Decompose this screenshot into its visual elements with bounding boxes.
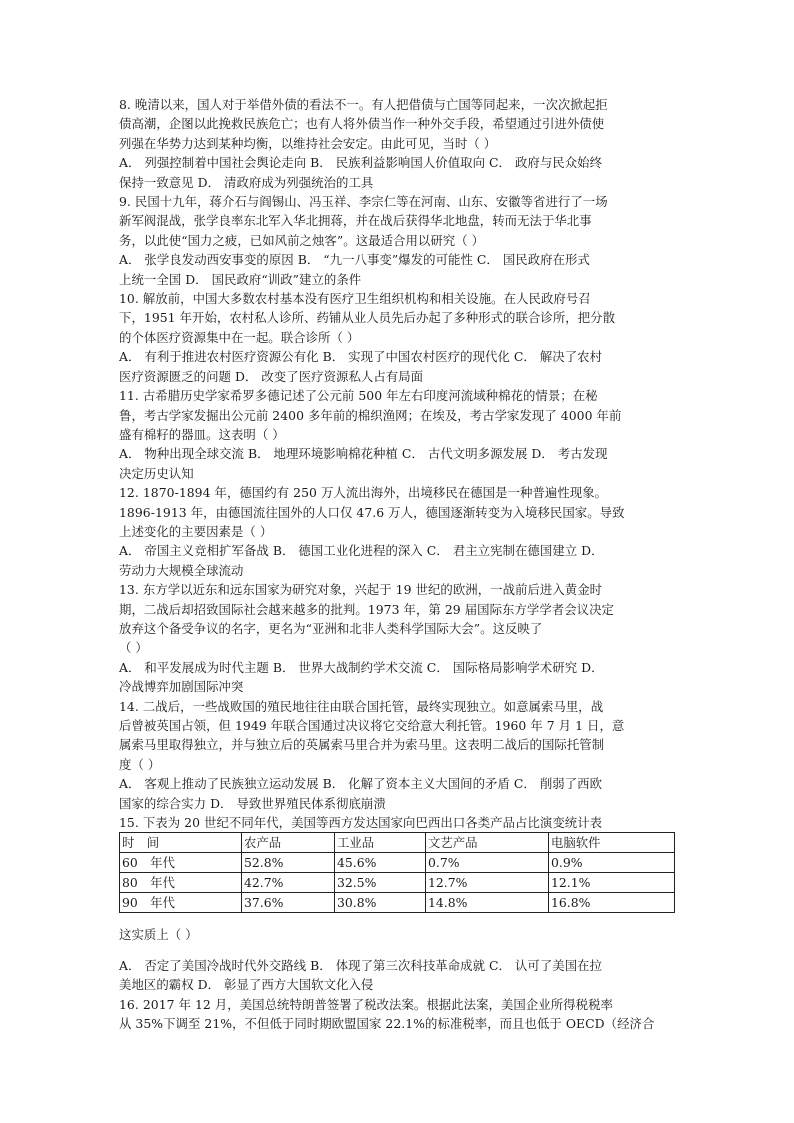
question-line: 期，二战后却招致国际社会越来越多的批判。1973 年，第 29 届国际东方学学者会议决定: [119, 601, 614, 617]
question-15: [119, 813, 675, 995]
options-line: 上统一全国 D． 国民政府“训政”建立的条件: [119, 271, 362, 287]
table-row: [120, 853, 675, 873]
options-line: 医疗资源匮乏的问题 D． 改变了医疗资源私人占有局面: [119, 368, 424, 384]
options-line: A． 和平发展成为时代主题 B． 世界大战制约学术交流 C． 国际格局影响学术研究 D．: [119, 659, 604, 675]
spacer: [119, 945, 675, 956]
table-cell: 0.7%: [426, 853, 549, 873]
table-header-cell: 农产品: [242, 833, 335, 853]
options-line: 保持一致意见 D． 清政府成为列强统治的工具: [119, 174, 374, 190]
question-9: [119, 192, 675, 289]
question-stem: 这实质上（ ）: [119, 927, 198, 943]
table-cell: 0.9%: [549, 853, 675, 873]
table-cell: 16.8%: [549, 893, 675, 913]
options-line: A． 张学良发动西安事变的原因 B． “九一八事变”爆发的可能性 C． 国民政府在形式: [119, 252, 590, 268]
table-row: [120, 873, 675, 893]
question-line: 14. 二战后，一些战败国的殖民地往往由联合国托管，最终实现独立。如意属索马里，战: [119, 698, 604, 714]
question-line: 后曾被英国占领，但 1949 年联合国通过决议将它交给意大利托管。1960 年 7 月 1 日，意: [119, 718, 625, 733]
options-line: 决定历史认知: [119, 465, 194, 481]
options-line: A． 物种出现全球交流 B． 地理环境影响棉花种植 C． 古代文明多源发展 D． 考古发现: [119, 446, 608, 462]
question-12: [119, 483, 675, 580]
question-line: 13. 东方学以近东和远东国家为研究对象，兴起于 19 世纪的欧洲，一战前后进入黄金时: [119, 582, 603, 598]
question-line: 16. 2017 年 12 月，美国总统特朗普签署了税改法案。根据此法案，美国企业所得税税率: [119, 996, 613, 1012]
question-line: 上述变化的主要因素是（ ）: [119, 523, 273, 539]
table-cell: 12.7%: [426, 873, 549, 893]
question-line: 11. 古希腊历史学家希罗多德记述了公元前 500 年左右印度河流域种棉花的情景；在秘: [119, 388, 598, 404]
table-header-cell: 工业品: [335, 833, 426, 853]
options-line: 劳动力大规模全球流动: [119, 562, 244, 578]
table-cell: 14.8%: [426, 893, 549, 913]
question-line: 鲁，考古学家发掘出公元前 2400 多年前的棉织渔网；在埃及，考古学家发现了 4000 年前: [119, 407, 622, 423]
table-cell: 12.1%: [549, 873, 675, 893]
question-line: 放弃这个备受争议的名字，更名为“亚洲和北非人类科学国际大会”。这反映了: [119, 620, 543, 636]
question-line: 新军阀混战，张学良率东北军入华北拥蒋，并在战后获得华北地盘，转而无法于华北事: [119, 213, 592, 229]
question-10: [119, 289, 675, 386]
table-cell: 45.6%: [335, 853, 426, 873]
question-line: 属索马里取得独立，并与独立后的英属索马里合并为索马里。这表明二战后的国际托管制: [119, 737, 605, 753]
options-line: A． 否定了美国冷战时代外交路线 B． 体现了第三次科技革命成就 C． 认可了美国在拉: [119, 957, 603, 973]
question-line: 下，1951 年开始，农村私人诊所、药铺从业人员先后办起了多种形式的联合诊所，把分散: [119, 310, 616, 326]
options-line: 冷战博弈加剧国际冲突: [119, 679, 244, 695]
question-line: 列强在华势力达到某种均衡，以维持社会安定。由此可见，当时（ ）: [119, 135, 497, 151]
table-cell: 90 年代: [120, 893, 242, 913]
question-8: [119, 95, 675, 192]
options-line: 国家的综合实力 D． 导致世界殖民体系彻底崩溃: [119, 795, 386, 811]
options-line: A． 列强控制着中国社会舆论走向 B． 民族利益影响国人价值取向 C． 政府与民众始终: [119, 155, 603, 171]
options-line: A． 帝国主义竞相扩军备战 B． 德国工业化进程的深入 C． 君主立宪制在德国建立 D．: [119, 543, 604, 559]
table-header-cell: 文艺产品: [426, 833, 549, 853]
question-line: 8. 晚清以来，国人对于举借外债的看法不一。有人把借债与亡国等同起来，一次次掀起拒: [119, 97, 608, 112]
table-cell: 52.8%: [242, 853, 335, 873]
table-cell: 32.5%: [335, 873, 426, 893]
question-14: [119, 697, 675, 813]
question-line: （ ）: [119, 640, 148, 656]
question-line: 从 35%下调至 21%，不但低于同时期欧盟国家 22.1%的标准税率，而且也低于 OECD（经济合: [119, 1016, 655, 1032]
question-line: 15. 下表为 20 世纪不同年代，美国等西方发达国家向巴西出口各类产品占比演变统计表: [119, 815, 603, 831]
exam-page: [119, 95, 675, 1033]
question-line: 务，以此使“国力之疲，已如风前之烛客”。这最适合用以研究（ ）: [119, 232, 485, 248]
question-line: 债高潮，企图以此挽救民族危亡；也有人将外债当作一种外交手段，希望通过引进外债使: [119, 116, 605, 132]
question-line: 的个体医疗资源集中在一起。联合诊所（ ）: [119, 329, 360, 345]
table-cell: 42.7%: [242, 873, 335, 893]
table-cell: 60 年代: [120, 853, 242, 873]
question-line: 1896-1913 年，由德国流往国外的人口仅 47.6 万人，德国逐渐转变为入境移民国家。导致: [119, 504, 625, 520]
table-header-cell: 电脑软件: [549, 833, 675, 853]
question-13: [119, 580, 675, 696]
options-line: A． 客观上推动了民族独立运动发展 B． 化解了资本主义大国间的矛盾 C． 削弱了西欧: [119, 776, 603, 792]
table-cell: 37.6%: [242, 893, 335, 913]
question-11: [119, 386, 675, 483]
table-header-row: [120, 833, 675, 853]
spacer: [119, 913, 675, 925]
question-line: 10. 解放前，中国大多数农村基本没有医疗卫生组织机构和相关设施。在人民政府号召: [119, 291, 591, 307]
options-line: A． 有利于推进农村医疗资源公有化 B． 实现了中国农村医疗的现代化 C． 解决了农村: [119, 349, 603, 365]
question-line: 9. 民国十九年，蒋介石与阎锡山、冯玉祥、李宗仁等在河南、山东、安徽等省进行了一场: [119, 194, 608, 210]
question-16: [119, 995, 675, 1034]
question-line: 12. 1870-1894 年，德国约有 250 万人流出海外，出境移民在德国是一种普遍性现象。: [119, 485, 608, 501]
options-line: 美地区的霸权 D． 彰显了西方大国软文化入侵: [119, 977, 374, 993]
table-cell: 30.8%: [335, 893, 426, 913]
question-line: 度（ ）: [119, 756, 161, 772]
table-header-cell: 时 间: [120, 833, 242, 853]
table-row: [120, 893, 675, 913]
table-cell: 80 年代: [120, 873, 242, 893]
export-share-table: [119, 832, 675, 913]
question-line: 盛有棉籽的器皿。这表明（ ）: [119, 426, 285, 442]
